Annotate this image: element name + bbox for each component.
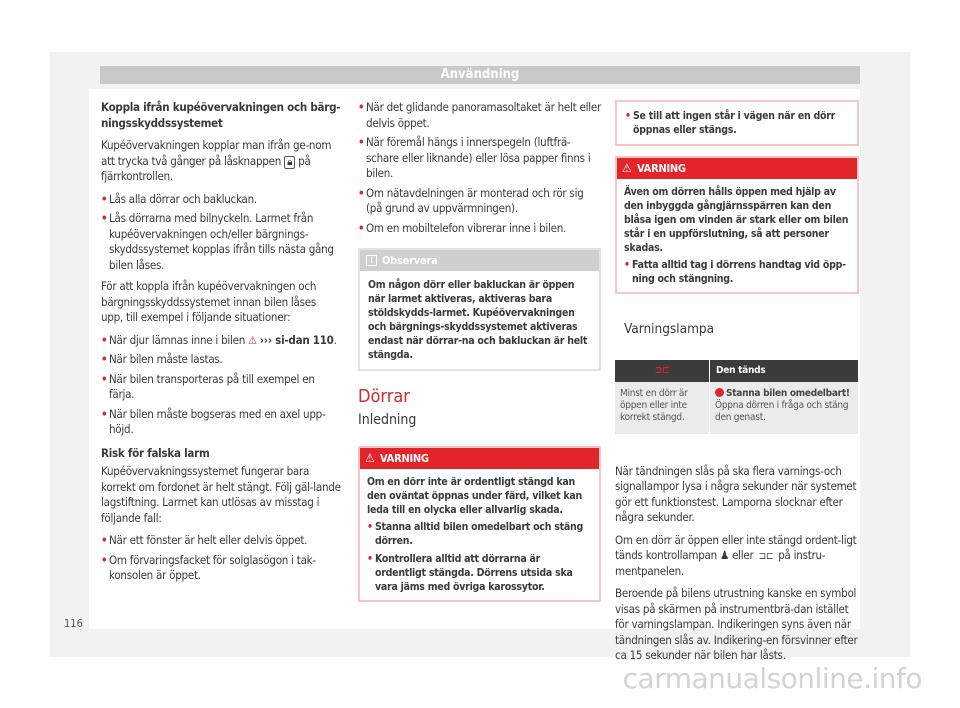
door-lamp-icon: ♟ — [719, 548, 730, 562]
paragraph: Kupéövervakningssystemet fungerar bara korrekt om fordonet är helt stängt. Följ gäl-lande lagstiftning. Larmet kan utlösas av misstag i följande fall: — [101, 464, 341, 525]
warning-body — [360, 469, 599, 600]
note-box — [358, 248, 601, 371]
table-header: Den tänds — [710, 360, 859, 382]
warning-header: ⚠ VARNING — [360, 448, 599, 469]
info-icon: i — [366, 255, 377, 266]
stop-icon — [715, 388, 724, 397]
column-1 — [101, 100, 341, 588]
list-item: • När bilen måste bogseras med en axel upp-höjd. — [101, 406, 326, 436]
list-item: • När det glidande panoramasoltaket är helt eller delvis öppet. — [358, 100, 601, 130]
table-cell: Minst en dörr är öppen eller inte korrekt stängd. — [615, 382, 710, 434]
section-title: Dörrar — [358, 386, 410, 407]
warning-text: Om en dörr inte är ordentligt stängd kan den oväntat öppnas under färd, vilket kan leda till en olycka eller allvarlig skada. — [367, 476, 582, 516]
paragraph: När tändningen slås på ska flera varnings-och signallampor lysa i några sekunder när systemet gör ett funktionstest. Lamporna slocknar efter några sekunder. — [615, 463, 857, 524]
watermark: carmanualsonline.info — [622, 662, 922, 695]
note-header: i Observera — [360, 250, 599, 271]
list-item: • Fatta alltid tag i dörrens handtag vid öpp-ning och stängning. — [624, 259, 846, 285]
list-item: • Lås alla dörrar och bakluckan. — [101, 191, 257, 206]
list-item: • Kontrollera alltid att dörrarna är ordentligt stängda. Dörrens utsida ska vara jäms med övriga karossytor. — [367, 553, 573, 593]
list-item: • När ett fönster är helt eller delvis öppet. — [101, 533, 308, 547]
paragraph: För att koppla ifrån kupéövervakningen och bärgningsskyddssystemet innan bilen låses upp, till exempel i följande situationer: — [101, 279, 317, 324]
warning-box — [358, 446, 601, 602]
list-item: • När djur lämnas inne i bilen ⚠ ››› si-dan 110. — [101, 332, 337, 347]
paragraph-text: på fjärrkontrollen. — [101, 153, 311, 183]
paragraph-text: Kupéövervakningen kopplar man ifrån ge-nom att trycka två gånger på låsknappen — [101, 138, 332, 168]
note-text: Om någon dörr eller bakluckan är öppen när larmet aktiveras, aktiveras bara stöldskydds-larmet. Kupéövervakningen och bärgnings-skyddssystemet aktiveras endast när dörrar-na och bakluckan är helt stängda. — [368, 279, 588, 361]
warning-triangle-icon: ⚠ — [622, 161, 632, 175]
list-item: • Se till att ingen står i vägen när en dörr öppnas eller stängs. — [625, 110, 836, 136]
list-item: • När föremål hängs i innerspegeln (luftfrä-schare eller liknande) eller lösa papper finns i bilen. — [358, 135, 591, 180]
warning-lamp-table — [615, 360, 859, 434]
page-reference-link[interactable]: ››› si-dan 110 — [259, 332, 334, 347]
list-item: • Lås dörrarna med bilnyckeln. Larmet från kupéövervakningen och/eller bärgnings-skyddssystemet kopplas ifrån tills nästa gång bilen låses. — [101, 211, 334, 272]
table-row — [615, 382, 859, 434]
paragraph: Beroende på bilens utrustning kanske en symbol visas på skärmen på instrumentbrä-dan istället för varningslampan. Indikeringen syns även när tändningen slås av. Indikering-en försvinner efter ca 15 sekunder när bilen har låsts. — [615, 586, 858, 662]
door-open-symbol-icon: ⊐⊏ — [758, 551, 774, 562]
warning-triangle-icon: ⚠ — [248, 333, 257, 347]
list-item: • När bilen transporteras på till exempel en färja. — [101, 371, 315, 401]
page-number: 116 — [64, 617, 83, 630]
warning-body — [617, 179, 857, 292]
column-3 — [615, 100, 859, 671]
table-cell: Stanna bilen omedelbart! Öppna dörren i fråga och stäng den genast. — [710, 382, 859, 434]
paragraph — [101, 138, 341, 185]
lamp-heading: Varningslampa — [624, 321, 715, 337]
paragraph: Om en dörr är öppen eller inte stängd ordent-ligt tänds kontrollampan ♟ eller ⊐⊏ på instru-mentpanelen. — [615, 532, 857, 578]
heading-disable-monitoring: Koppla ifrån kupéövervakningen och bärg-ningsskyddssystemet — [101, 100, 341, 130]
list-item: • Om nätavdelningen är monterad och rör sig (på grund av uppvärmningen). — [358, 185, 584, 215]
lock-button-icon: 🔒︎ — [284, 156, 295, 169]
list-item: • Stanna alltid bilen omedelbart och stäng dörren. — [367, 521, 583, 547]
column-2 — [358, 100, 601, 610]
warning-triangle-icon: ⚠ — [365, 451, 375, 465]
heading-false-alarm: Risk för falska larm — [101, 445, 210, 460]
warning-box — [615, 156, 859, 294]
section-header: Användning — [100, 66, 860, 84]
tip-box — [615, 100, 859, 146]
list-item: • Om förvaringsfacket för solglasögon i tak-konsolen är öppet. — [101, 552, 316, 582]
warning-header: ⚠ VARNING — [617, 158, 857, 179]
list-item: • Om en mobiltelefon vibrerar inne i bilen. — [358, 220, 567, 235]
list-item: • När bilen måste lastas. — [101, 352, 223, 366]
door-open-icon: ⊐⊏ — [615, 360, 710, 382]
warning-text: Även om dörren hålls öppen med hjälp av den inbyggda gångjärnsspärren kan den blåsa igen om vinden är stark eller om bilen står i en uppförslutning, så att personer skadas. — [624, 186, 849, 254]
subsection-title: Inledning — [358, 411, 417, 428]
